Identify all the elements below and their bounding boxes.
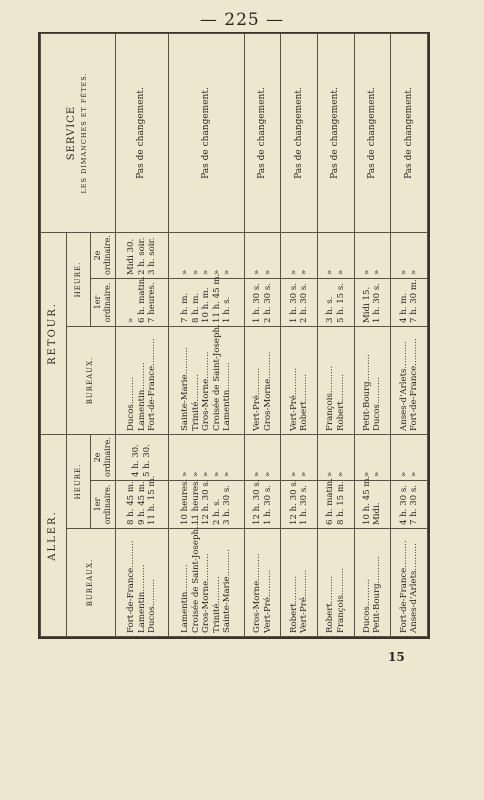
aller-ordinaire-1-time-cell xyxy=(391,481,428,529)
retour-ordinaire-2-time: » xyxy=(211,269,222,275)
aller-ordinaire-1-time: 8 h. 45 m. xyxy=(126,481,137,525)
retour-office-cell xyxy=(244,327,281,435)
retour-ordinaire-1-time-cell xyxy=(244,279,281,327)
retour-ordinaire-1-time: 1 h. s. xyxy=(222,296,233,323)
aller-ordinaire-2-time: » xyxy=(398,471,409,477)
aller-office: Petit-Bourg.......... xyxy=(372,556,383,633)
retour-ordinaire-2-time: » xyxy=(335,269,346,275)
aller-ordinaire-2-time: » xyxy=(372,471,383,477)
aller-ordinaire-2-time: » xyxy=(409,471,420,477)
retour-ordinaire-1-time: 1 h. 30 s. xyxy=(372,282,383,323)
service-subtitle: LES DIMANCHES ET FÊTES. xyxy=(80,72,89,194)
aller-ordinaire-1-time-cell xyxy=(169,478,244,529)
aller-office-cell xyxy=(281,529,318,637)
aller-ordinaire-1-time-cell xyxy=(281,481,318,529)
retour-ordinaire-1-time: 7 h. m. xyxy=(180,292,191,323)
aller-ordinaire-2-time: 5 h. 30. xyxy=(141,444,152,477)
retour-ordinaire-2-time: » xyxy=(262,269,273,275)
aller-ordinaire-1-header: 1er ordinaire. xyxy=(91,481,116,529)
aller-ordinaire-2-time-cell xyxy=(115,435,169,481)
aller-ordinaire-2-time: » xyxy=(180,471,191,477)
sunday-service-note: Pas de changement. xyxy=(169,34,244,233)
aller-office-cell xyxy=(169,518,244,637)
aller-office-cell xyxy=(244,529,281,637)
schedule-table-frame xyxy=(38,32,430,639)
retour-ordinaire-2-time: 2 h. soir. xyxy=(136,237,147,275)
sunday-service-note: Pas de changement. xyxy=(281,34,318,233)
retour-office: Gros-Morne.......... xyxy=(201,351,212,431)
retour-ordinaire-2-time: » xyxy=(299,269,310,275)
service-title: SERVICE xyxy=(66,105,78,161)
aller-office: Ducos.......... xyxy=(362,578,372,633)
table-header xyxy=(41,34,116,637)
retour-ordinaire-2-time: » xyxy=(201,269,212,275)
retour-ordinaire-1-time: 2 h. 30 s. xyxy=(299,282,310,323)
sunday-service-note: Pas de changement. xyxy=(391,34,428,233)
aller-ordinaire-2-time: » xyxy=(252,471,263,477)
retour-ordinaire-2-time-cell xyxy=(318,233,355,279)
retour-ordinaire-2-time: » xyxy=(190,269,201,275)
aller-office-cell xyxy=(115,529,169,637)
retour-office: Vert-Pré.......... xyxy=(288,367,299,431)
aller-ordinaire-1-time-cell xyxy=(354,475,391,529)
schedule-row xyxy=(391,34,428,637)
schedule-row xyxy=(318,34,355,637)
aller-ordinaire-2-header: 2e ordinaire. xyxy=(91,435,116,481)
retour-ordinaire-2-time: 3 h. soir. xyxy=(147,237,158,275)
retour-office: Vert-Pré.......... xyxy=(252,367,263,431)
aller-ordinaire-1-time: 10 heures. xyxy=(180,478,191,525)
printer-signature-mark: 15 xyxy=(388,650,405,664)
aller-office: Fort-de-France.......... xyxy=(126,540,137,633)
retour-office-cell xyxy=(391,327,428,435)
schedule-row xyxy=(169,34,244,637)
retour-ordinaire-2-time-cell xyxy=(115,233,169,279)
retour-ordinaire-1-time: 4 h. m. xyxy=(398,292,409,323)
aller-ordinaire-1-time: 7 h. 30 s. xyxy=(409,484,420,525)
aller-ordinaire-2-time: » xyxy=(201,471,212,477)
aller-office: Croisée de Saint-Joseph.... xyxy=(190,518,201,633)
retour-header: RETOUR. xyxy=(41,233,67,435)
mail-schedule-table xyxy=(40,33,428,637)
retour-ordinaire-1-time: 1 h. 30 s. xyxy=(252,282,263,323)
retour-ordinaire-1-header: 1er ordinaire. xyxy=(91,279,116,327)
schedule-row xyxy=(115,34,169,637)
aller-office: Fort-de-France.......... xyxy=(398,540,409,633)
aller-ordinaire-2-time-cell xyxy=(391,435,428,481)
retour-bureaux-header: BUREAUX. xyxy=(67,327,116,435)
aller-ordinaire-1-time: 11 h. 15 m. xyxy=(147,475,158,525)
retour-office: Lamentin.......... xyxy=(222,362,233,431)
retour-office: Trinité.......... xyxy=(190,374,201,431)
aller-ordinaire-1-time: 1 h. 30 s. xyxy=(262,484,273,525)
aller-office: Anses-d'Arlets.......... xyxy=(409,543,420,633)
aller-ordinaire-2-time: » xyxy=(222,471,233,477)
retour-ordinaire-2-time: » xyxy=(252,269,263,275)
retour-ordinaire-2-header: 2e ordinaire. xyxy=(91,233,116,279)
retour-heure-header: HEURE. xyxy=(67,233,91,327)
retour-office: Ducos.......... xyxy=(372,376,383,431)
aller-ordinaire-1-time: 12 h. 30 s. xyxy=(288,479,299,525)
aller-ordinaire-1-time: 9 h. 45 m. xyxy=(136,481,147,525)
aller-office: Ducos.......... xyxy=(147,578,158,633)
aller-ordinaire-2-time: » xyxy=(288,471,299,477)
page-number: — 225 — xyxy=(199,10,285,30)
aller-ordinaire-1-time: 10 h. 45 m. xyxy=(362,475,372,525)
aller-ordinaire-1-time-cell xyxy=(244,481,281,529)
retour-office: Lamentin.......... xyxy=(136,362,147,431)
retour-ordinaire-1-time: 7 h. 30 m. xyxy=(409,279,420,323)
retour-ordinaire-1-time: 11 h. 45 m. xyxy=(211,273,222,323)
retour-office-cell xyxy=(318,327,355,435)
aller-ordinaire-2-time-cell xyxy=(318,435,355,481)
retour-ordinaire-2-time-cell xyxy=(354,233,391,279)
retour-ordinaire-2-time: » xyxy=(288,269,299,275)
aller-office: Lamentin.......... xyxy=(180,564,191,633)
retour-office: François.......... xyxy=(325,365,336,431)
aller-ordinaire-1-time-cell xyxy=(115,475,169,529)
retour-ordinaire-1-time-cell xyxy=(281,279,318,327)
aller-ordinaire-2-time: » xyxy=(335,471,346,477)
aller-office: Sainte-Marie.......... xyxy=(222,549,233,633)
aller-ordinaire-2-time: » xyxy=(325,471,336,477)
aller-office: Robert.......... xyxy=(288,575,299,633)
aller-ordinaire-1-time: 1 h. 30 s. xyxy=(299,484,310,525)
aller-office: Robert.......... xyxy=(325,575,336,633)
retour-ordinaire-2-time-cell xyxy=(391,233,428,279)
aller-header: ALLER. xyxy=(41,435,67,637)
retour-office-cell xyxy=(354,327,391,435)
retour-office: Croisée de Saint-Joseph. xyxy=(211,324,222,431)
retour-ordinaire-2-time: » xyxy=(398,269,409,275)
aller-office-cell xyxy=(391,529,428,637)
retour-ordinaire-2-time: » xyxy=(325,269,336,275)
aller-office: Vert-Pré.......... xyxy=(262,569,273,633)
retour-ordinaire-2-time: » xyxy=(409,269,420,275)
retour-ordinaire-1-time: Midi 15. xyxy=(362,286,372,323)
retour-office-cell xyxy=(169,324,244,435)
retour-ordinaire-1-time: 5 h. 15 s. xyxy=(335,282,346,323)
retour-ordinaire-1-time: 10 h. m. xyxy=(201,287,212,323)
sunday-service-note: Pas de changement. xyxy=(115,34,169,233)
aller-ordinaire-1-time-cell xyxy=(318,478,355,529)
table-body xyxy=(115,34,428,637)
aller-heure-header: HEURE. xyxy=(67,435,91,529)
retour-ordinaire-1-time-cell xyxy=(318,279,355,327)
schedule-row xyxy=(281,34,318,637)
rotated-table-content xyxy=(40,34,428,637)
retour-ordinaire-2-time: » xyxy=(222,269,233,275)
retour-office-cell xyxy=(115,327,169,435)
retour-ordinaire-2-time: » xyxy=(372,269,383,275)
aller-ordinaire-2-time: » xyxy=(211,471,222,477)
retour-office: Ducos.......... xyxy=(126,376,137,431)
aller-office: François.......... xyxy=(335,567,346,633)
aller-ordinaire-1-time: 6 h. matin. xyxy=(325,478,336,525)
aller-office-cell xyxy=(354,529,391,637)
aller-ordinaire-2-time-cell xyxy=(169,435,244,481)
retour-office: Petit-Bourg.......... xyxy=(362,354,372,431)
schedule-row xyxy=(244,34,281,637)
aller-ordinaire-2-time-cell xyxy=(354,435,391,481)
service-header xyxy=(41,34,116,233)
retour-ordinaire-2-time: Midi 30. xyxy=(126,238,137,275)
sunday-service-note: Pas de changement. xyxy=(354,34,391,233)
retour-ordinaire-1-time-cell xyxy=(354,279,391,327)
retour-ordinaire-1-time: 7 heures. xyxy=(147,282,158,323)
retour-office: Gros-Morne.......... xyxy=(262,351,273,431)
aller-office: Vert-Pré.......... xyxy=(299,569,310,633)
aller-office: Gros-Morne.......... xyxy=(252,553,263,633)
aller-ordinaire-1-time: 12 h. 30 s. xyxy=(252,479,263,525)
retour-office: Robert.......... xyxy=(299,373,310,431)
aller-ordinaire-1-time: 11 heures. xyxy=(190,478,201,525)
aller-office: Gros-Morne.......... xyxy=(201,553,212,633)
aller-ordinaire-1-time: 2 h. s. xyxy=(211,498,222,525)
retour-ordinaire-1-time: 8 h. m. xyxy=(190,292,201,323)
schedule-row xyxy=(354,34,391,637)
retour-ordinaire-1-time: 6 h. matin. xyxy=(136,276,147,323)
aller-ordinaire-1-time: Midi. xyxy=(372,502,383,525)
retour-ordinaire-1-time-cell xyxy=(169,273,244,327)
retour-ordinaire-2-time-cell xyxy=(244,233,281,279)
aller-ordinaire-2-time: » xyxy=(190,471,201,477)
aller-ordinaire-1-time: 8 h. 15 m. xyxy=(335,481,346,525)
retour-office: Fort-de-France.......... xyxy=(409,338,420,431)
retour-ordinaire-1-time: » xyxy=(126,317,137,323)
aller-bureaux-header: BUREAUX. xyxy=(67,529,116,637)
aller-ordinaire-1-time: 4 h. 30 s. xyxy=(398,484,409,525)
retour-ordinaire-2-time-cell xyxy=(281,233,318,279)
sunday-service-note: Pas de changement. xyxy=(318,34,355,233)
retour-ordinaire-1-time: 3 h. s. xyxy=(325,296,336,323)
retour-office: Fort-de-France.......... xyxy=(147,338,158,431)
aller-ordinaire-2-time: 4 h. 30. xyxy=(131,444,142,477)
retour-ordinaire-2-time: » xyxy=(180,269,191,275)
retour-office-cell xyxy=(281,327,318,435)
retour-office: Robert.......... xyxy=(335,373,346,431)
aller-ordinaire-1-time: 3 h. 30 s. xyxy=(222,484,233,525)
aller-ordinaire-2-time: » xyxy=(262,471,273,477)
aller-ordinaire-2-time: » xyxy=(362,471,372,477)
retour-ordinaire-1-time-cell xyxy=(391,279,428,327)
retour-ordinaire-2-time: » xyxy=(362,269,372,275)
aller-office-cell xyxy=(318,529,355,637)
aller-office: Lamentin.......... xyxy=(136,564,147,633)
aller-office: Trinité.......... xyxy=(211,576,222,633)
retour-ordinaire-1-time: 2 h. 30 s. xyxy=(262,282,273,323)
retour-ordinaire-1-time-cell xyxy=(115,276,169,327)
retour-office: Sainte-Marie.......... xyxy=(180,347,191,431)
retour-ordinaire-1-time: 1 h. 30 s. xyxy=(288,282,299,323)
retour-ordinaire-2-time-cell xyxy=(169,233,244,279)
aller-ordinaire-2-time-cell xyxy=(281,435,318,481)
retour-office: Anses-d'Arlets.......... xyxy=(398,341,409,431)
aller-ordinaire-2-time: » xyxy=(299,471,310,477)
aller-ordinaire-1-time: 12 h. 30 s. xyxy=(201,479,212,525)
sunday-service-note: Pas de changement. xyxy=(244,34,281,233)
aller-ordinaire-2-time-cell xyxy=(244,435,281,481)
